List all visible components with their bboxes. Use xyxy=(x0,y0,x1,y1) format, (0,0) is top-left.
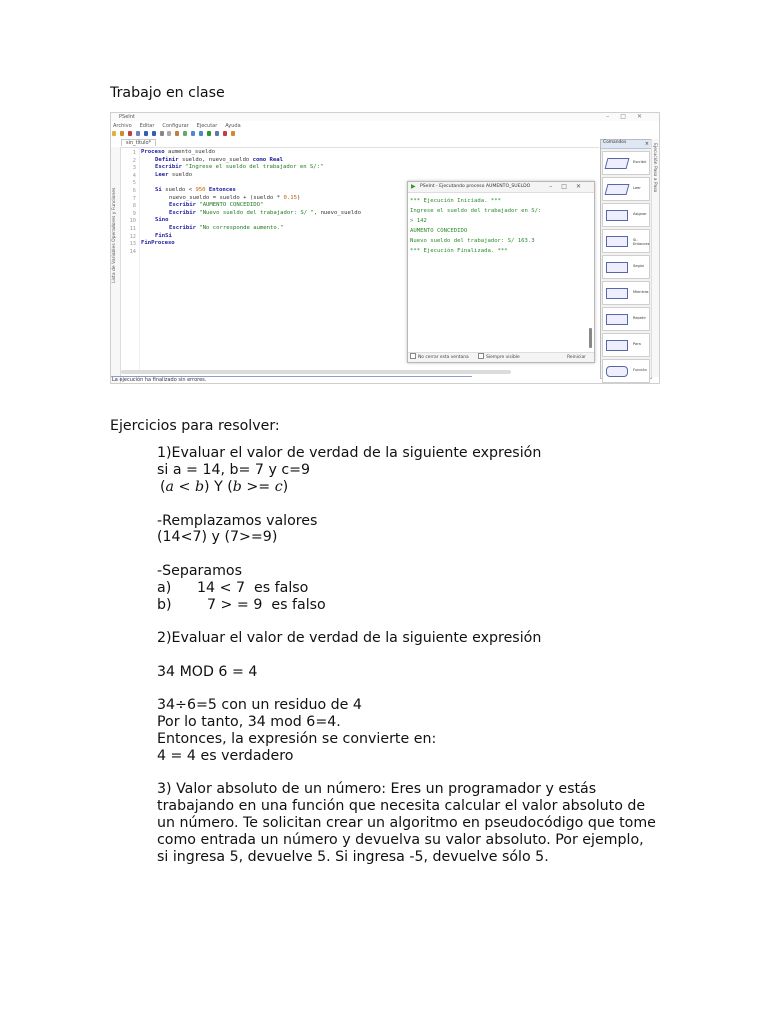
pseint-screenshot xyxy=(110,112,660,384)
command-label: Repetir xyxy=(633,316,646,320)
command-label: Mientras xyxy=(633,290,649,294)
ex1-step1: -Remplazamos valores xyxy=(157,513,318,529)
line-number: 1 xyxy=(132,150,136,156)
para-shape-icon xyxy=(606,340,628,351)
command-para[interactable] xyxy=(602,333,650,357)
expr-part: ( xyxy=(160,479,166,495)
si-entonces-shape-icon xyxy=(606,236,628,247)
execution-window-titlebar xyxy=(408,182,594,193)
save-icon[interactable] xyxy=(128,131,132,136)
expr-var: c xyxy=(274,479,283,495)
keyword: Proceso xyxy=(141,149,165,155)
keyword: FinSi xyxy=(155,232,172,239)
commands-panel-title: Comandos xyxy=(603,140,627,145)
console-line: *** Ejecución Iniciada. *** xyxy=(410,198,501,204)
code-text: , nuevo_sueldo xyxy=(313,209,361,216)
code-line xyxy=(169,202,263,210)
no-cerrar-checkbox[interactable] xyxy=(410,353,416,359)
keyword: Definir xyxy=(155,156,179,163)
keyword: Escribir xyxy=(169,209,196,216)
ex1-step2: -Separamos xyxy=(157,563,242,579)
window-controls-icon[interactable]: –□✕ xyxy=(549,183,590,190)
menu-editar[interactable]: Editar xyxy=(139,123,155,129)
expr-part: ) xyxy=(282,479,289,495)
step-icon[interactable] xyxy=(215,131,219,136)
code-line xyxy=(141,240,175,248)
line-number: 2 xyxy=(132,157,136,164)
console-line: Nuevo sueldo del trabajador: S/ 163.3 xyxy=(410,238,535,244)
run-icon[interactable] xyxy=(207,131,211,136)
command-repetir[interactable] xyxy=(602,307,650,331)
menu-ejecutar[interactable]: Ejecutar xyxy=(196,123,218,129)
window-controls-icon: –□✕ xyxy=(606,113,653,120)
expr-var: b xyxy=(194,479,205,495)
code-line xyxy=(155,172,192,180)
keyword: Escribir xyxy=(169,202,196,209)
line-number: 6 xyxy=(132,188,136,194)
line-number: 5 xyxy=(132,180,136,187)
keyword: Escribir xyxy=(169,225,196,231)
step-execution-tab[interactable]: Ejecución Paso a Paso xyxy=(652,143,657,193)
code-text: sueldo < xyxy=(161,187,196,193)
line-number: 11 xyxy=(129,226,136,232)
expr-op: >= xyxy=(241,479,275,495)
horizontal-scrollbar[interactable] xyxy=(121,370,511,374)
window-title: PSeInt xyxy=(119,114,135,120)
line-number: 12 xyxy=(129,233,136,240)
keyword: Leer xyxy=(155,171,169,178)
console-line: AUMENTO CONCEDIDO xyxy=(410,228,468,234)
code-line xyxy=(155,164,323,172)
command-escribir[interactable] xyxy=(602,151,650,175)
keyword: como Real xyxy=(252,156,283,163)
toolbar xyxy=(111,130,271,138)
siempre-visible-label: Siempre visible xyxy=(486,355,520,360)
string-literal: "Nuevo sueldo del trabajador: S/ " xyxy=(195,209,314,216)
string-literal: "Ingrese el sueldo del trabajador en S/:" xyxy=(181,164,324,171)
ex1-given: si a = 14, b= 7 y c=9 xyxy=(157,462,311,478)
no-cerrar-label: No cerrar esta ventana xyxy=(418,355,469,360)
command-label: Leer xyxy=(633,186,641,190)
keyword: Escribir xyxy=(155,164,182,171)
keyword: Si xyxy=(155,187,162,193)
page-heading: Trabajo en clase xyxy=(110,85,225,101)
command-leer[interactable] xyxy=(602,177,650,201)
indent-icon[interactable] xyxy=(191,131,195,136)
command-asignar[interactable] xyxy=(602,203,650,227)
code-line xyxy=(141,149,215,157)
tab-sin-titulo[interactable]: sin_titulo* xyxy=(121,139,156,146)
keyword: Entonces xyxy=(205,187,236,193)
ex3-line: trabajando en una función que necesita calcular el valor absoluto de xyxy=(157,798,646,814)
ex2-title: 2)Evaluar el valor de verdad de la siguiente expresión xyxy=(157,630,542,646)
siempre-visible-checkbox[interactable] xyxy=(478,353,484,359)
menu-bar xyxy=(111,122,659,130)
code-line xyxy=(169,210,361,218)
window-titlebar xyxy=(111,113,659,121)
line-number: 3 xyxy=(132,165,136,172)
commands-panel-header xyxy=(601,140,651,149)
menu-archivo[interactable]: Archivo xyxy=(113,123,132,129)
console-line: > 142 xyxy=(410,218,427,224)
keyword: Sino xyxy=(155,217,169,224)
right-side-tab xyxy=(651,139,660,377)
command-si-entonces[interactable] xyxy=(602,229,650,253)
ex2-line: Por lo tanto, 34 mod 6=4. xyxy=(157,714,341,730)
menu-configurar[interactable]: Configurar xyxy=(162,123,189,129)
execution-window-title: PSeInt - Ejecutando proceso AUMENTO_SUELDO xyxy=(420,184,531,189)
ex3-line: si ingresa 5, devuelve 5. Si ingresa -5, devuelve sólo 5. xyxy=(157,849,549,865)
ex1-title: 1)Evaluar el valor de verdad de la siguiente expresión xyxy=(157,445,542,461)
number-literal: 950 xyxy=(195,187,206,193)
ex2-expression: 34 MOD 6 = 4 xyxy=(157,664,258,680)
ex3-line: como entrada un número y devuelva su valor absoluto. Por ejemplo, xyxy=(157,832,644,848)
side-tab-labels[interactable]: Lista de Variables Operadores y Funciones xyxy=(112,187,117,283)
mientras-shape-icon xyxy=(606,288,628,299)
line-number: 10 xyxy=(129,218,136,225)
command-label: Asignar xyxy=(633,212,647,216)
code-line xyxy=(169,195,300,203)
undo-icon[interactable] xyxy=(144,131,148,136)
reiniciar-button[interactable]: Reiniciar xyxy=(567,355,586,360)
ex1-item-a-text: 14 < 7 es falso xyxy=(197,580,309,596)
vertical-scrollbar[interactable] xyxy=(589,328,592,348)
funcion-shape-icon xyxy=(606,366,628,377)
line-number: 7 xyxy=(132,195,136,202)
line-number: 8 xyxy=(132,203,136,210)
console-line: *** Ejecución Finalizada. *** xyxy=(410,248,508,254)
find-icon[interactable] xyxy=(183,131,187,136)
close-icon[interactable]: × xyxy=(644,141,649,147)
code-text: sueldo, nuevo_sueldo xyxy=(178,156,253,163)
ex1-item-a-label: a) xyxy=(157,580,172,596)
redo-icon[interactable] xyxy=(152,131,156,136)
code-text: aumento_sueldo xyxy=(164,149,216,155)
menu-ayuda[interactable]: Ayuda xyxy=(225,123,241,129)
play-icon: ▶ xyxy=(411,183,416,190)
line-gutter xyxy=(121,148,140,374)
string-literal: "No corresponde aumento." xyxy=(195,225,284,231)
ex1-expression xyxy=(160,479,288,496)
ex1-step1-values: (14<7) y (7>=9) xyxy=(157,529,278,545)
line-number: 14 xyxy=(129,248,136,255)
escribir-shape-icon xyxy=(605,158,630,169)
ex2-line: 34÷6=5 con un residuo de 4 xyxy=(157,697,362,713)
paste-icon[interactable] xyxy=(175,131,179,136)
debug-icon[interactable] xyxy=(223,131,227,136)
command-mientras[interactable] xyxy=(602,281,650,305)
ex3-line: un número. Te solicitan crear un algoritmo en pseudocódigo que tome xyxy=(157,815,656,831)
number-literal: 0.15 xyxy=(283,194,297,201)
editor-tabs xyxy=(121,139,161,147)
code-line xyxy=(155,217,168,225)
command-label: Para xyxy=(633,342,641,346)
flowchart-icon[interactable] xyxy=(199,131,203,136)
execution-window-footer xyxy=(408,352,594,362)
console-output xyxy=(410,196,541,256)
command-label: Función xyxy=(633,368,647,372)
code-text: sueldo xyxy=(168,171,193,178)
repetir-shape-icon xyxy=(606,314,628,325)
status-bar: La ejecución ha finalizado sin errores. xyxy=(111,376,472,384)
asignar-shape-icon xyxy=(606,210,628,221)
commands-panel xyxy=(600,139,652,379)
string-literal: "AUMENTO CONCEDIDO" xyxy=(195,202,264,209)
code-line xyxy=(155,157,283,165)
open-icon[interactable] xyxy=(120,131,124,136)
code-line xyxy=(155,187,236,195)
help-icon[interactable] xyxy=(231,131,235,136)
execution-window xyxy=(407,181,595,363)
save-as-icon[interactable] xyxy=(136,131,140,136)
ex1-item-b-label: b) xyxy=(157,597,172,613)
line-number: 9 xyxy=(132,210,136,217)
ex3-line: 3) Valor absoluto de un número: Eres un programador y estás xyxy=(157,781,597,797)
left-side-tabs xyxy=(111,147,121,383)
expr-var: b xyxy=(232,479,242,495)
line-number: 13 xyxy=(129,241,136,248)
code-text: nuevo_sueldo = sueldo + (sueldo * xyxy=(169,194,284,201)
ex1-item-b-text: 7 > = 9 es falso xyxy=(207,597,326,613)
copy-icon[interactable] xyxy=(167,131,171,136)
command-label: Escribir xyxy=(633,160,647,164)
command-segun[interactable] xyxy=(602,255,650,279)
new-file-icon[interactable] xyxy=(112,131,116,136)
segun-shape-icon xyxy=(606,262,628,273)
command-funcion[interactable] xyxy=(602,359,650,383)
cut-icon[interactable] xyxy=(160,131,164,136)
line-number: 4 xyxy=(132,172,136,179)
command-label: Si-Entonces xyxy=(633,238,650,246)
console-line: Ingrese el sueldo del trabajador en S/: xyxy=(410,208,542,214)
code-line xyxy=(155,233,172,241)
command-label: Según xyxy=(633,264,645,268)
code-text: ) xyxy=(297,194,301,201)
leer-shape-icon xyxy=(605,184,630,195)
ex2-line: Entonces, la expresión se convierte en: xyxy=(157,731,437,747)
exercises-title: Ejercicios para resolver: xyxy=(110,418,280,434)
expr-op: < xyxy=(174,479,195,495)
expr-part: ) Y ( xyxy=(204,479,233,495)
keyword: FinProceso xyxy=(141,240,175,247)
expr-var: a xyxy=(165,479,175,495)
code-line xyxy=(169,225,284,233)
ex2-line: 4 = 4 es verdadero xyxy=(157,748,294,764)
